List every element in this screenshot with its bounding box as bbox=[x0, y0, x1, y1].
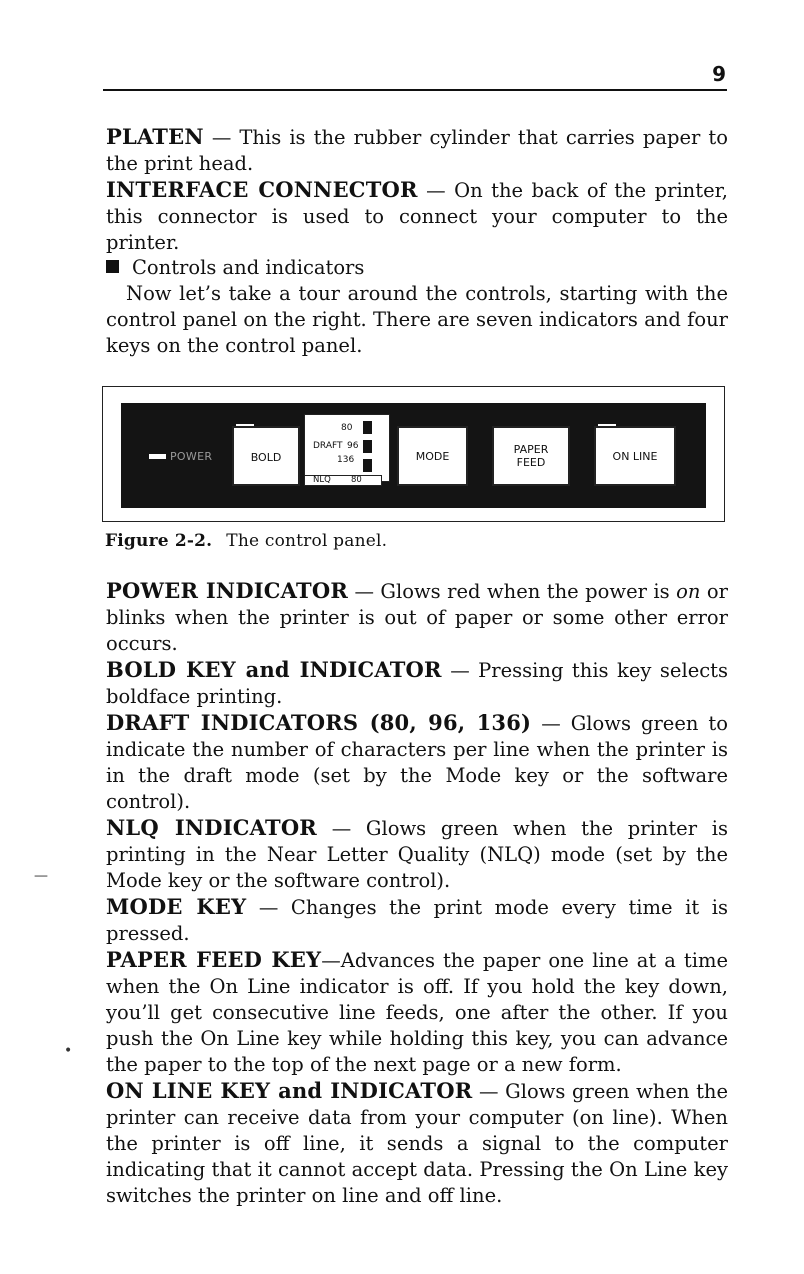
online-description: — Glows green when the printer can receive data from your computer (on line). When the printer is off line, it sends a signal to the computer indicating that it cannot accept data. Pressing the On Line key switches the printer on line and off line. bbox=[106, 1080, 729, 1207]
margin-dash-mark: — bbox=[34, 868, 48, 884]
figure-number: Figure 2-2. bbox=[105, 531, 213, 551]
indicator-definitions bbox=[106, 578, 728, 1209]
mode-term: MODE KEY bbox=[106, 894, 247, 919]
section-paragraph-text: Now let’s take a tour around the controls, starting with the control panel on the right. There are seven indicators and four keys on the control panel. bbox=[106, 282, 728, 357]
draft-136-led bbox=[363, 459, 372, 472]
nlq-term: NLQ INDICATOR bbox=[106, 815, 317, 840]
power-description-on: on bbox=[676, 580, 701, 603]
section-heading bbox=[106, 255, 728, 281]
draft-label: DRAFT bbox=[313, 441, 343, 451]
cpl-136-label: 136 bbox=[337, 455, 355, 465]
bold-description: — Pressing this key selects boldface printing. bbox=[106, 659, 728, 708]
nlq-label: NLQ bbox=[313, 475, 331, 485]
draft-96-led bbox=[363, 440, 372, 453]
figure-caption bbox=[105, 531, 387, 551]
online-key[interactable]: ON LINE bbox=[594, 426, 676, 486]
interface-definition bbox=[106, 177, 728, 256]
paper-feed-description: —Advances the paper one line at a time when the On Line indicator is off. If you hold the key down, you’ll get consecutive line feeds, one after the other. If you push the On Line key while holding this key, you can advance the paper to the top of the next page or a new form. bbox=[106, 949, 728, 1076]
draft-description: — Glows green to indicate the number of characters per line when the printer is in the draft mode (set by the Mode key or the software control). bbox=[106, 712, 729, 813]
draft-term: DRAFT INDICATORS (80, 96, 136) bbox=[106, 710, 532, 735]
online-definition bbox=[106, 1078, 728, 1209]
power-definition bbox=[106, 578, 728, 657]
interface-term: INTERFACE CONNECTOR bbox=[106, 177, 418, 202]
interface-description: — On the back of the printer, this connector is used to connect your computer to the printer. bbox=[106, 179, 728, 254]
paper-feed-term: PAPER FEED KEY bbox=[106, 947, 322, 972]
power-description-part2: or blinks when the printer is out of paper or some other error occurs. bbox=[106, 580, 728, 655]
bold-term: BOLD KEY and INDICATOR bbox=[106, 657, 442, 682]
bold-key[interactable]: BOLD bbox=[232, 426, 300, 486]
paper-feed-key[interactable] bbox=[492, 426, 570, 486]
mode-definition bbox=[106, 894, 728, 947]
controls-section bbox=[106, 255, 728, 359]
bold-definition bbox=[106, 657, 728, 710]
power-indicator-led bbox=[149, 454, 166, 459]
nlq-80-label: 80 bbox=[351, 475, 362, 485]
section-paragraph bbox=[106, 281, 728, 359]
header-rule bbox=[103, 89, 727, 91]
square-bullet-icon bbox=[106, 260, 119, 273]
power-term: POWER INDICATOR bbox=[106, 578, 348, 603]
paper-feed-label-line1: PAPER bbox=[513, 443, 549, 456]
platen-description: — This is the rubber cylinder that carries paper to the print head. bbox=[106, 126, 728, 175]
margin-dot-mark: • bbox=[64, 1043, 73, 1059]
mode-key[interactable]: MODE bbox=[397, 426, 468, 486]
page-number: 9 bbox=[712, 62, 726, 86]
cpl-80-label: 80 bbox=[341, 423, 353, 433]
nlq-indicator-box bbox=[304, 475, 382, 486]
power-label: POWER bbox=[170, 450, 213, 463]
nlq-description: — Glows green when the printer is printing in the Near Letter Quality (NLQ) mode (set by the Mode key or the software control). bbox=[106, 817, 728, 892]
draft-80-led bbox=[363, 421, 372, 434]
paper-feed-definition bbox=[106, 947, 728, 1078]
mode-description: — Changes the print mode every time it is pressed. bbox=[106, 896, 728, 945]
platen-term: PLATEN bbox=[106, 124, 204, 149]
draft-indicator-box bbox=[304, 414, 390, 482]
power-description-part1: — Glows red when the power is bbox=[354, 580, 670, 603]
draft-definition bbox=[106, 710, 728, 815]
platen-definition bbox=[106, 124, 728, 177]
section-heading-text: Controls and indicators bbox=[132, 256, 365, 279]
online-term: ON LINE KEY and INDICATOR bbox=[106, 1078, 473, 1103]
figure-caption-text: The control panel. bbox=[226, 531, 388, 551]
paper-feed-label-line2: FEED bbox=[516, 456, 546, 469]
intro-definitions bbox=[106, 124, 728, 256]
cpl-96-label: 96 bbox=[347, 441, 359, 451]
nlq-definition bbox=[106, 815, 728, 894]
